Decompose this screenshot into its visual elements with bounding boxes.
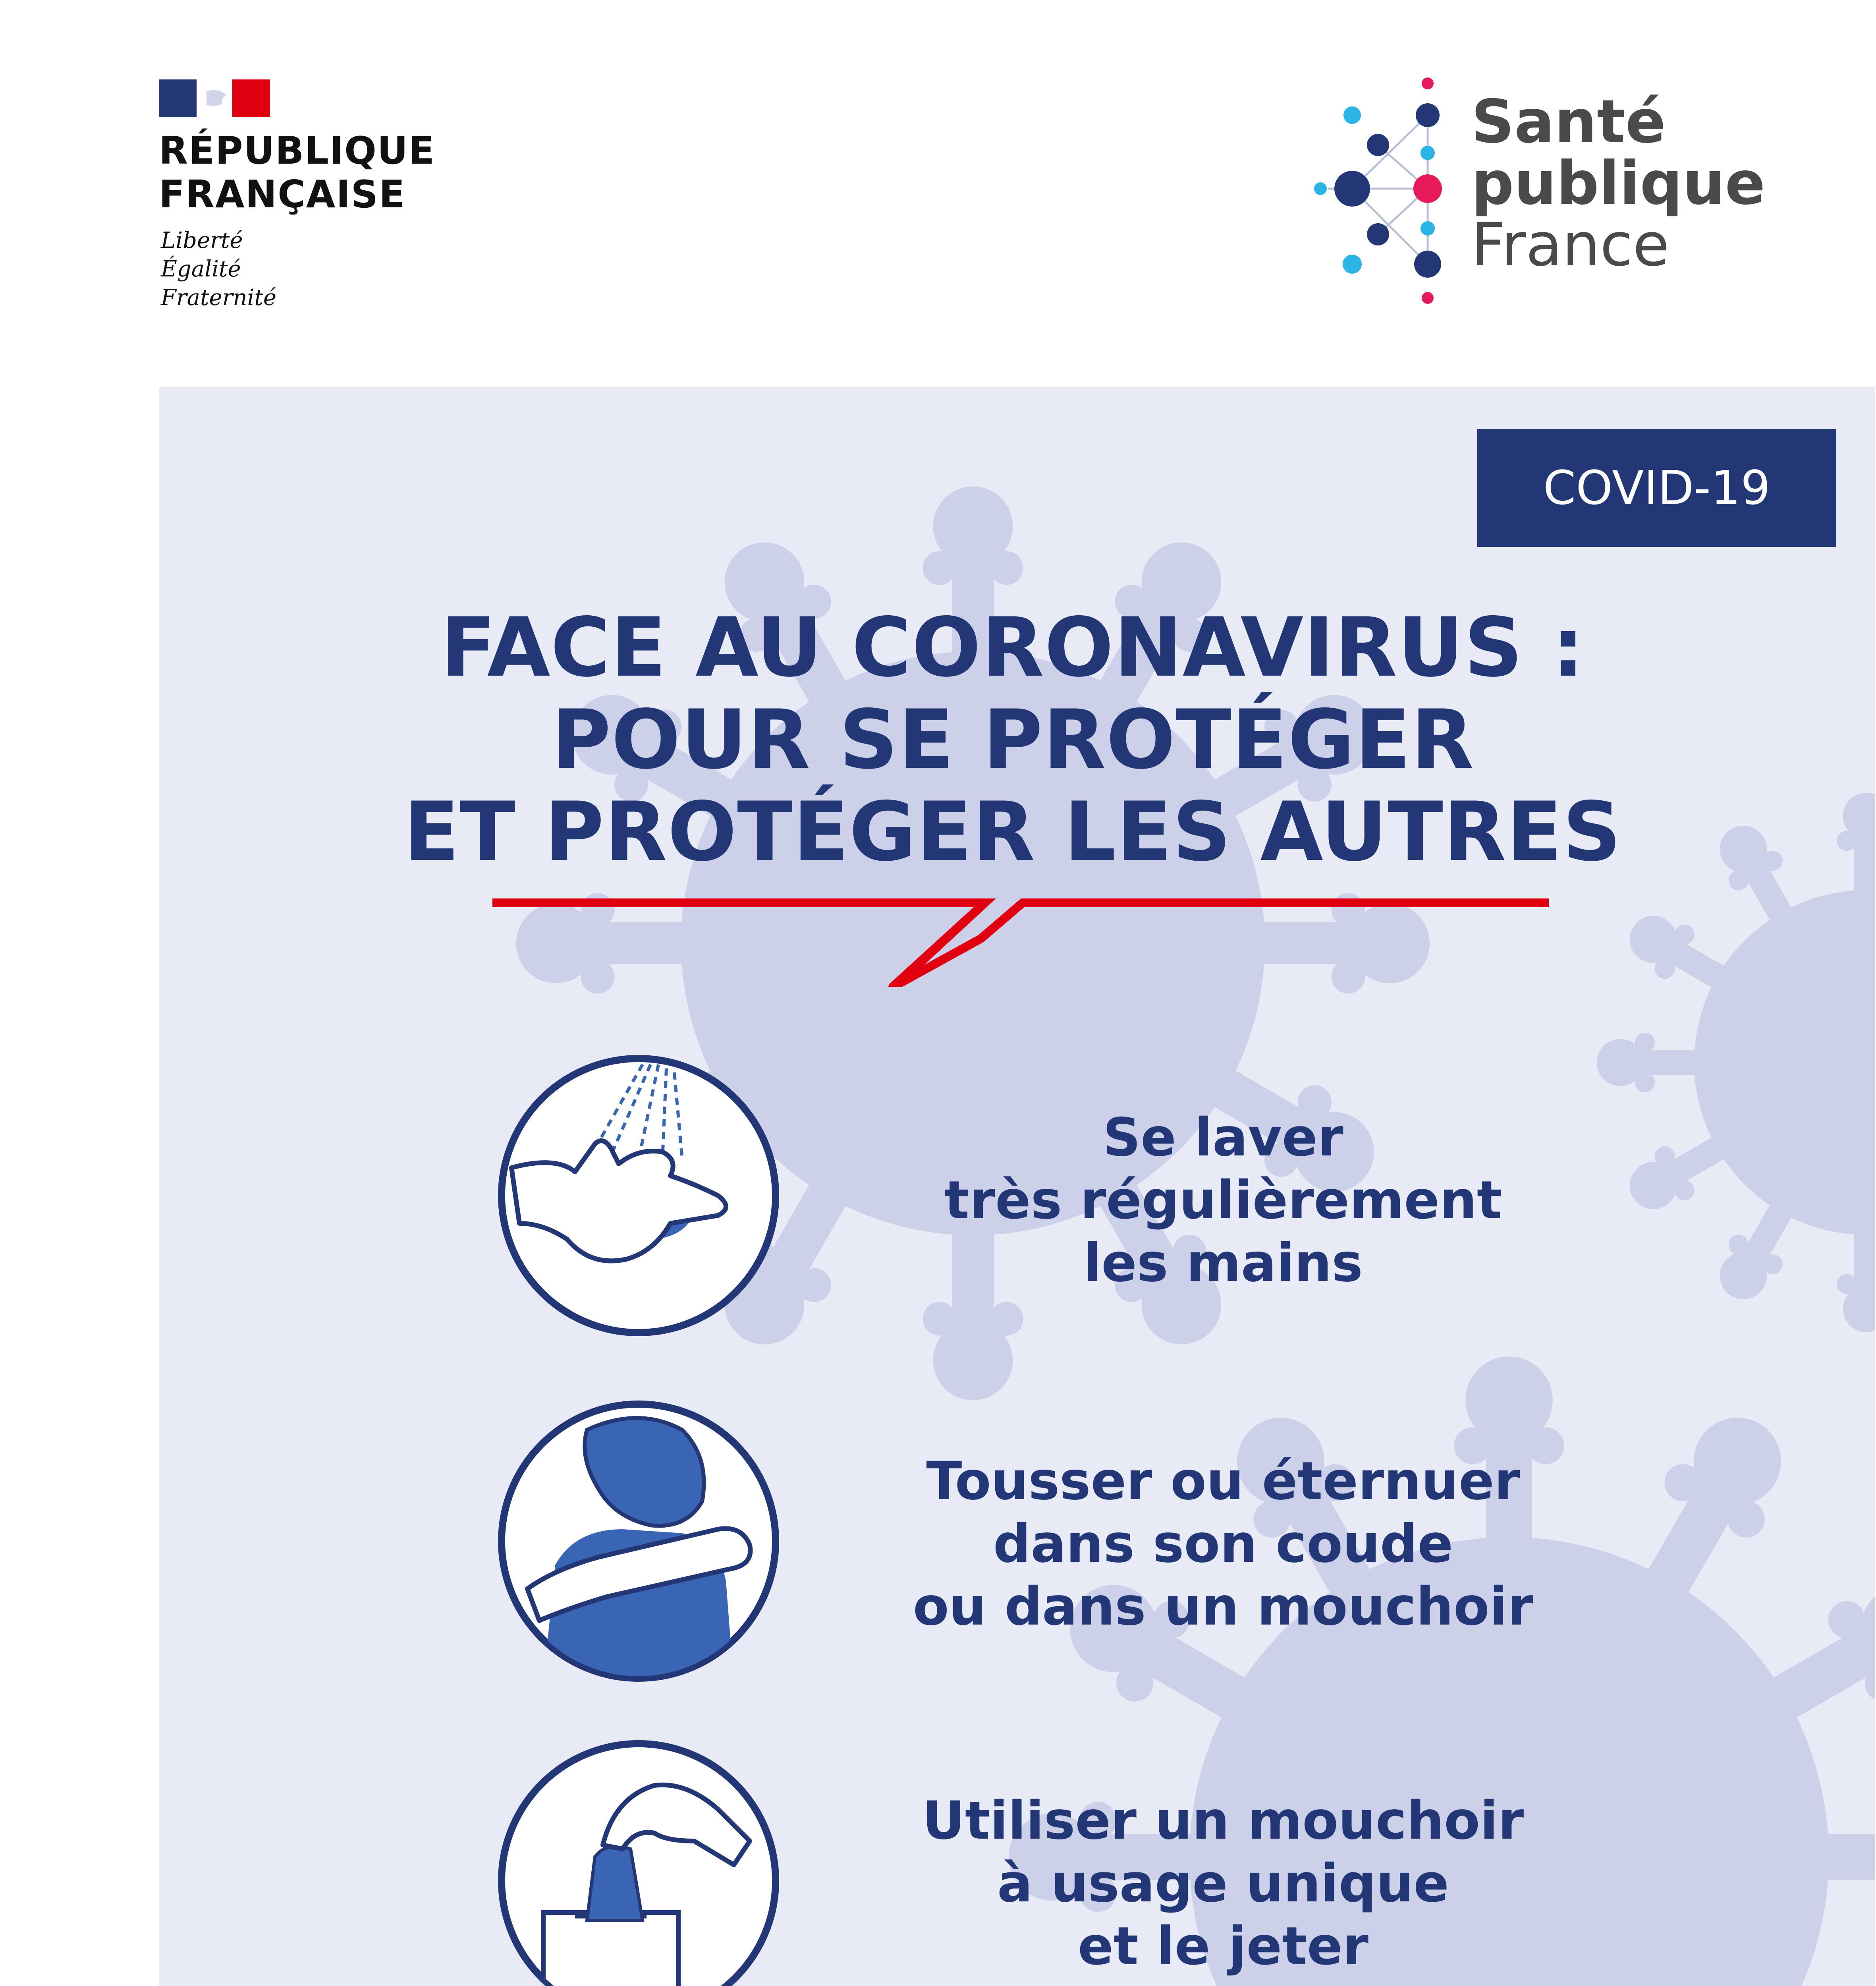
motto-fraternite: Fraternité (161, 285, 277, 311)
speech-bubble-underline (492, 860, 1549, 987)
headline-line1: FACE AU CORONAVIRUS : (440, 601, 1585, 695)
advice-3-line1: Utiliser un mouchoir (922, 1790, 1524, 1851)
sante-publique-france-logo (1307, 75, 1766, 314)
republique-line1: RÉPUBLIQUE (159, 129, 435, 173)
advice-2-line1: Tousser ou éternuer (926, 1451, 1520, 1512)
spf-line2: publique (1471, 149, 1766, 218)
advice-3-line3: et le jeter (1078, 1916, 1368, 1977)
republique-line2: FRANÇAISE (159, 173, 405, 216)
cough-elbow-icon (496, 1398, 782, 1684)
advice-1-text (794, 1106, 1652, 1294)
republique-francaise-logo (159, 79, 437, 318)
headline-line2: POUR SE PROTÉGER (551, 693, 1474, 787)
spf-line1: Santé (1471, 87, 1666, 156)
advice-2-text (794, 1450, 1652, 1638)
motto-liberte: Liberté (161, 228, 243, 253)
spf-molecule-icon (1307, 75, 1473, 314)
poster-panel (159, 387, 1875, 1986)
advice-2-line3: ou dans un mouchoir (913, 1576, 1534, 1637)
advice-2-line2: dans son coude (993, 1513, 1453, 1575)
advice-1-line1: Se laver (1103, 1107, 1343, 1168)
spf-line3: France (1471, 211, 1669, 280)
headline-line3: ET PROTÉGER LES AUTRES (403, 785, 1622, 879)
advice-3-text (794, 1789, 1652, 1978)
tissue-bin-icon (496, 1738, 782, 1986)
hand-washing-icon (496, 1053, 782, 1339)
headline (397, 602, 1628, 878)
marianne-flag-icon (159, 79, 270, 117)
advice-1-line3: les mains (1083, 1233, 1363, 1294)
motto-egalite: Égalité (161, 256, 241, 282)
covid-badge: COVID-19 (1477, 429, 1836, 547)
advice-3-line2: à usage unique (997, 1853, 1449, 1914)
advice-1-line2: très régulièrement (944, 1170, 1502, 1231)
